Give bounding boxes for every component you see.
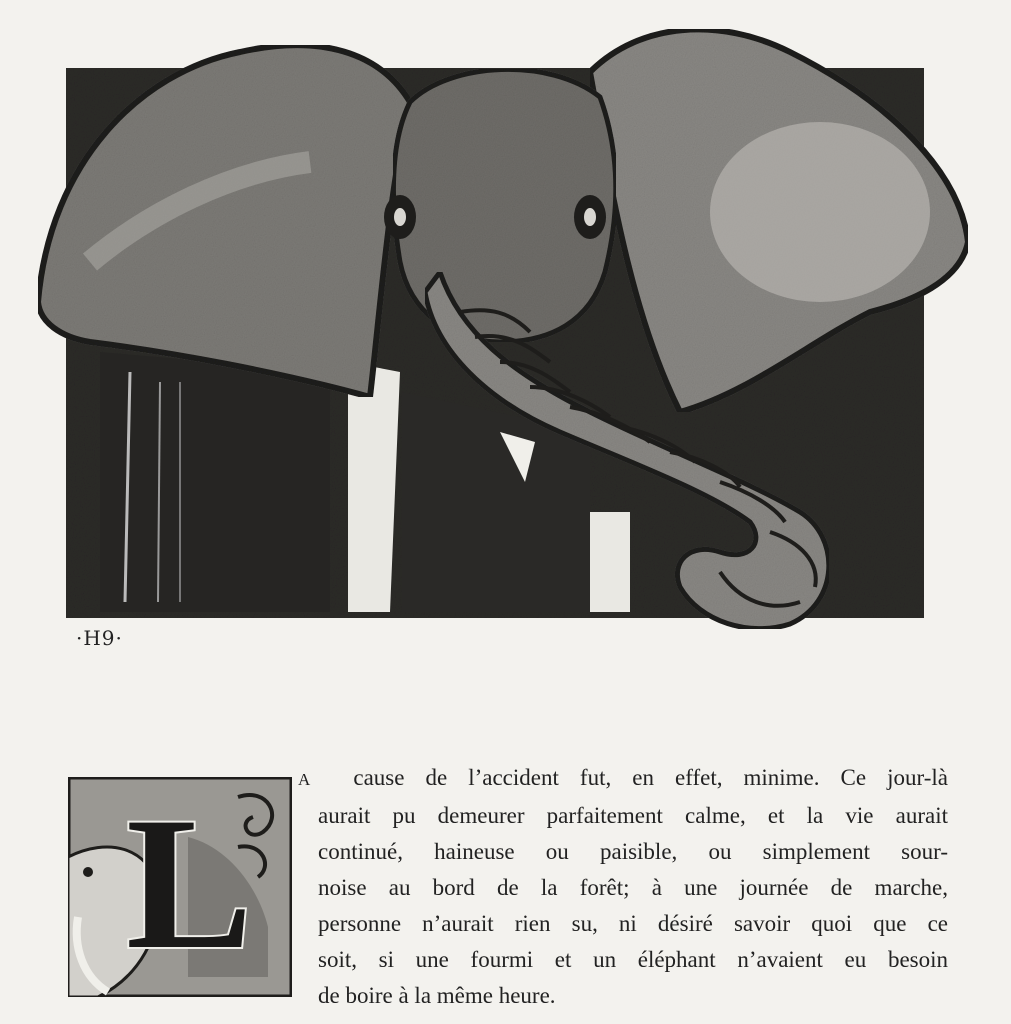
elephant-illustration	[30, 12, 975, 642]
cap-continuation: A	[298, 770, 312, 789]
text-line-7: de boire à la même heure.	[318, 983, 556, 1008]
body-paragraph	[298, 760, 948, 1014]
text-line-6: soit, si une fourmi et un éléphant n’avaient eu besoin	[318, 947, 948, 972]
artist-signature: ·H9·	[76, 626, 123, 650]
dropcap-letter: L	[126, 779, 253, 989]
text-line-5: personne n’aurait rien su, ni désiré savoir quoi que ce	[318, 911, 948, 936]
text-line-1: A cause de l’accident fut, en effet, minime. Ce jour-là	[298, 765, 948, 790]
dropcap-ornament	[68, 777, 292, 997]
text-line-2: aurait pu demeurer parfaitement calme, et la vie aurait	[318, 803, 948, 828]
text-line-4: noise au bord de la forêt; à une journée de marche,	[318, 875, 948, 900]
text-line-3: continué, haineuse ou paisible, ou simplement sour-	[318, 839, 948, 864]
